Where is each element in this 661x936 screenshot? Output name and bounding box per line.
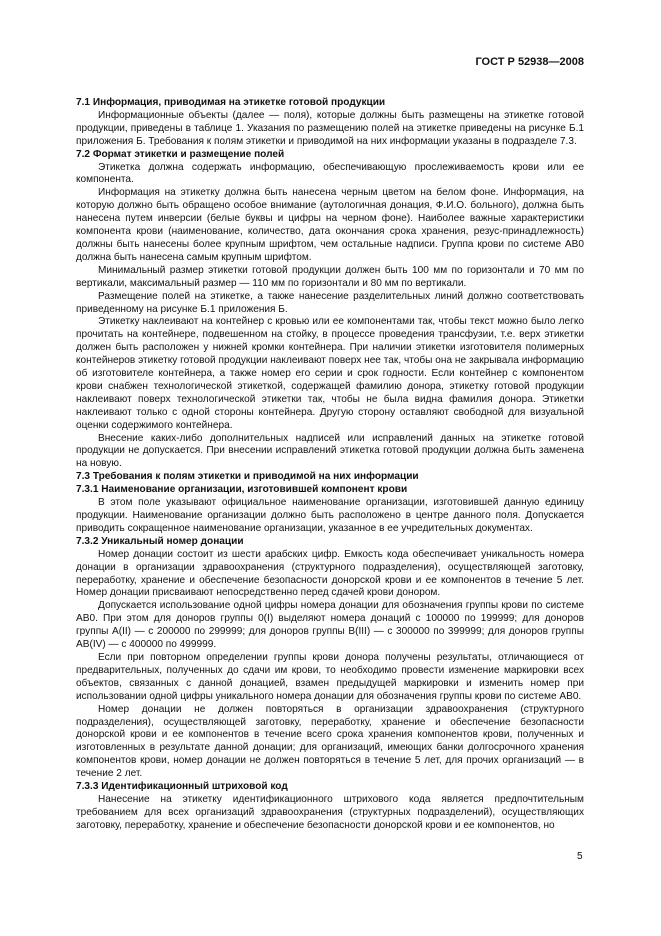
paragraph: Этикетка должна содержать информацию, обеспечивающую прослеживаемость крови или ее компонента.	[76, 161, 584, 186]
document-body	[76, 97, 584, 833]
paragraph: Размещение полей на этикетке, а также нанесение разделительных линий должно соответствовать приведенному на рисунке Б.1 приложения Б.	[76, 290, 584, 315]
section-heading-7-3-1: 7.3.1 Наименование организации, изготовившей компонент крови	[76, 484, 408, 496]
paragraph: Номер донации состоит из шести арабских цифр. Емкость кода обеспечивает уникальность номера донации в организации здравоохранения (структурного подразделения), осуществляющей заготовку, переработку, хранение и обеспечение безопасности донорской крови и ее компонентов в течение 5 лет. Номер донации присваивают непосредственно перед сдачей крови донором.	[76, 548, 584, 599]
paragraph: Внесение каких-либо дополнительных надписей или исправлений данных на этикетке готовой продукции не допускается. При внесении исправлений этикетка готовой продукции должна быть заменена на новую.	[76, 432, 584, 470]
paragraph: Минимальный размер этикетки готовой продукции должен быть 100 мм по горизонтали и 70 мм по вертикали, максимальный размер — 110 мм по горизонтали и 80 мм по вертикали.	[76, 264, 584, 289]
document-header: ГОСТ Р 52938—2008	[475, 56, 584, 68]
paragraph: Информация на этикетку должна быть нанесена черным цветом на белом фоне. Информация, на которую должно быть обращено особое внимание (аутологичная донация, Ф.И.О. больного), должна быть нанесена путем инверсии (белые буквы и цифры на черном фоне). Наиболее важные характеристики компонента крови (наименование, количество, дата окончания срока хранения, резус-принадлежность) должны быть нанесены более крупным шрифтом, чем остальные надписи. Группа крови по системе АВ0 должна быть нанесена самым крупным шрифтом.	[76, 187, 584, 263]
section-heading-7-1: 7.1 Информация, приводимая на этикетке готовой продукции	[76, 97, 386, 108]
paragraph: Допускается использование одной цифры номера донации для обозначения группы крови по системе АВ0. При этом для доноров группы 0(I) выделяют номера донаций с 100000 по 199999; для доноров группы А(II) — с 200000 по 299999; для доноров группы В(III) — с 300000 по 399999; для доноров группы АВ(IV) — с 400000 по 499999.	[76, 600, 584, 651]
section-heading-7-2: 7.2 Формат этикетки и размещение полей	[76, 148, 285, 160]
paragraph: Этикетку наклеивают на контейнер с кровью или ее компонентами так, чтобы текст можно было легко прочитать на контейнере, подвешенном на стойку, в процессе проведения трансфузии, т.е. верх этикетки должен быть расположен у нижней кромки контейнера. При наличии этикетки изготовителя полимерных контейнеров этикетку готовой продукции наклеивают поверх нее так, чтобы она не закрывала информацию об изготовителе контейнера, а также номер его серии и срок годности. Если контейнер с компонентом крови снабжен технологической этикеткой, содержащей фамилию донора, этикетку готовой продукции наклеивают поверх технологической этикетки так, чтобы не была видна фамилия донора. Этикетки наклеивают только с одной стороны контейнера. Другую сторону оставляют свободной для визуальной оценки содержимого контейнера.	[76, 316, 584, 431]
paragraph: В этом поле указывают официальное наименование организации, изготовившей данную единицу продукции. Наименование организации должно быть расположено в центре данного поля. Допускается приводить сокращенное наименование организации, указанное в ее учредительных документах.	[76, 497, 584, 534]
page-number: 5	[577, 851, 583, 862]
paragraph: Нанесение на этикетку идентификационного штрихового кода является предпочтительным требованием для всех организаций здравоохранения (структурных подразделений), осуществляющих заготовку, переработку, хранение и обеспечение безопасности донорской крови и ее компонентов, но	[76, 793, 584, 831]
paragraph: Номер донации не должен повторяться в организации здравоохранения (структурного подразделения), осуществляющей заготовку, переработку, хранение и обеспечение безопасности донорской крови и ее компонентов в течение всего срока хранения компонентов крови, полученных и изготовленных в результате данной донации; для организаций, имеющих банки долгосрочного хранения компонентов крови, номер донации не должен повторяться в течение 5 лет, для прочих организаций — в течение 2 лет.	[76, 703, 584, 780]
section-heading-7-3-3: 7.3.3 Идентификационный штриховой код	[76, 781, 288, 793]
section-heading-7-3: 7.3 Требования к полям этикетки и приводимой на них информации	[76, 471, 419, 483]
paragraph: Информационные объекты (далее — поля), которые должны быть размещены на этикетке готовой продукции, приведены в таблице 1. Указания по размещению полей на этикетке приведены на рисунке Б.1 приложения Б. Требования к полям этикетки и приводимой на них информации указаны в подразделе 7.3.	[76, 109, 584, 147]
section-heading-7-3-2: 7.3.2 Уникальный номер донации	[76, 535, 244, 547]
paragraph: Если при повторном определении группы крови донора получены результаты, отличающиеся от предварительных, полученных до сдачи им крови, то необходимо провести изменение маркировки всех объектов, связанных с данной донацией, взамен предыдущей маркировки и изменить номер при использовании одной цифры уникального номера донации для обозначения группы крови по системе АВ0.	[76, 651, 584, 702]
